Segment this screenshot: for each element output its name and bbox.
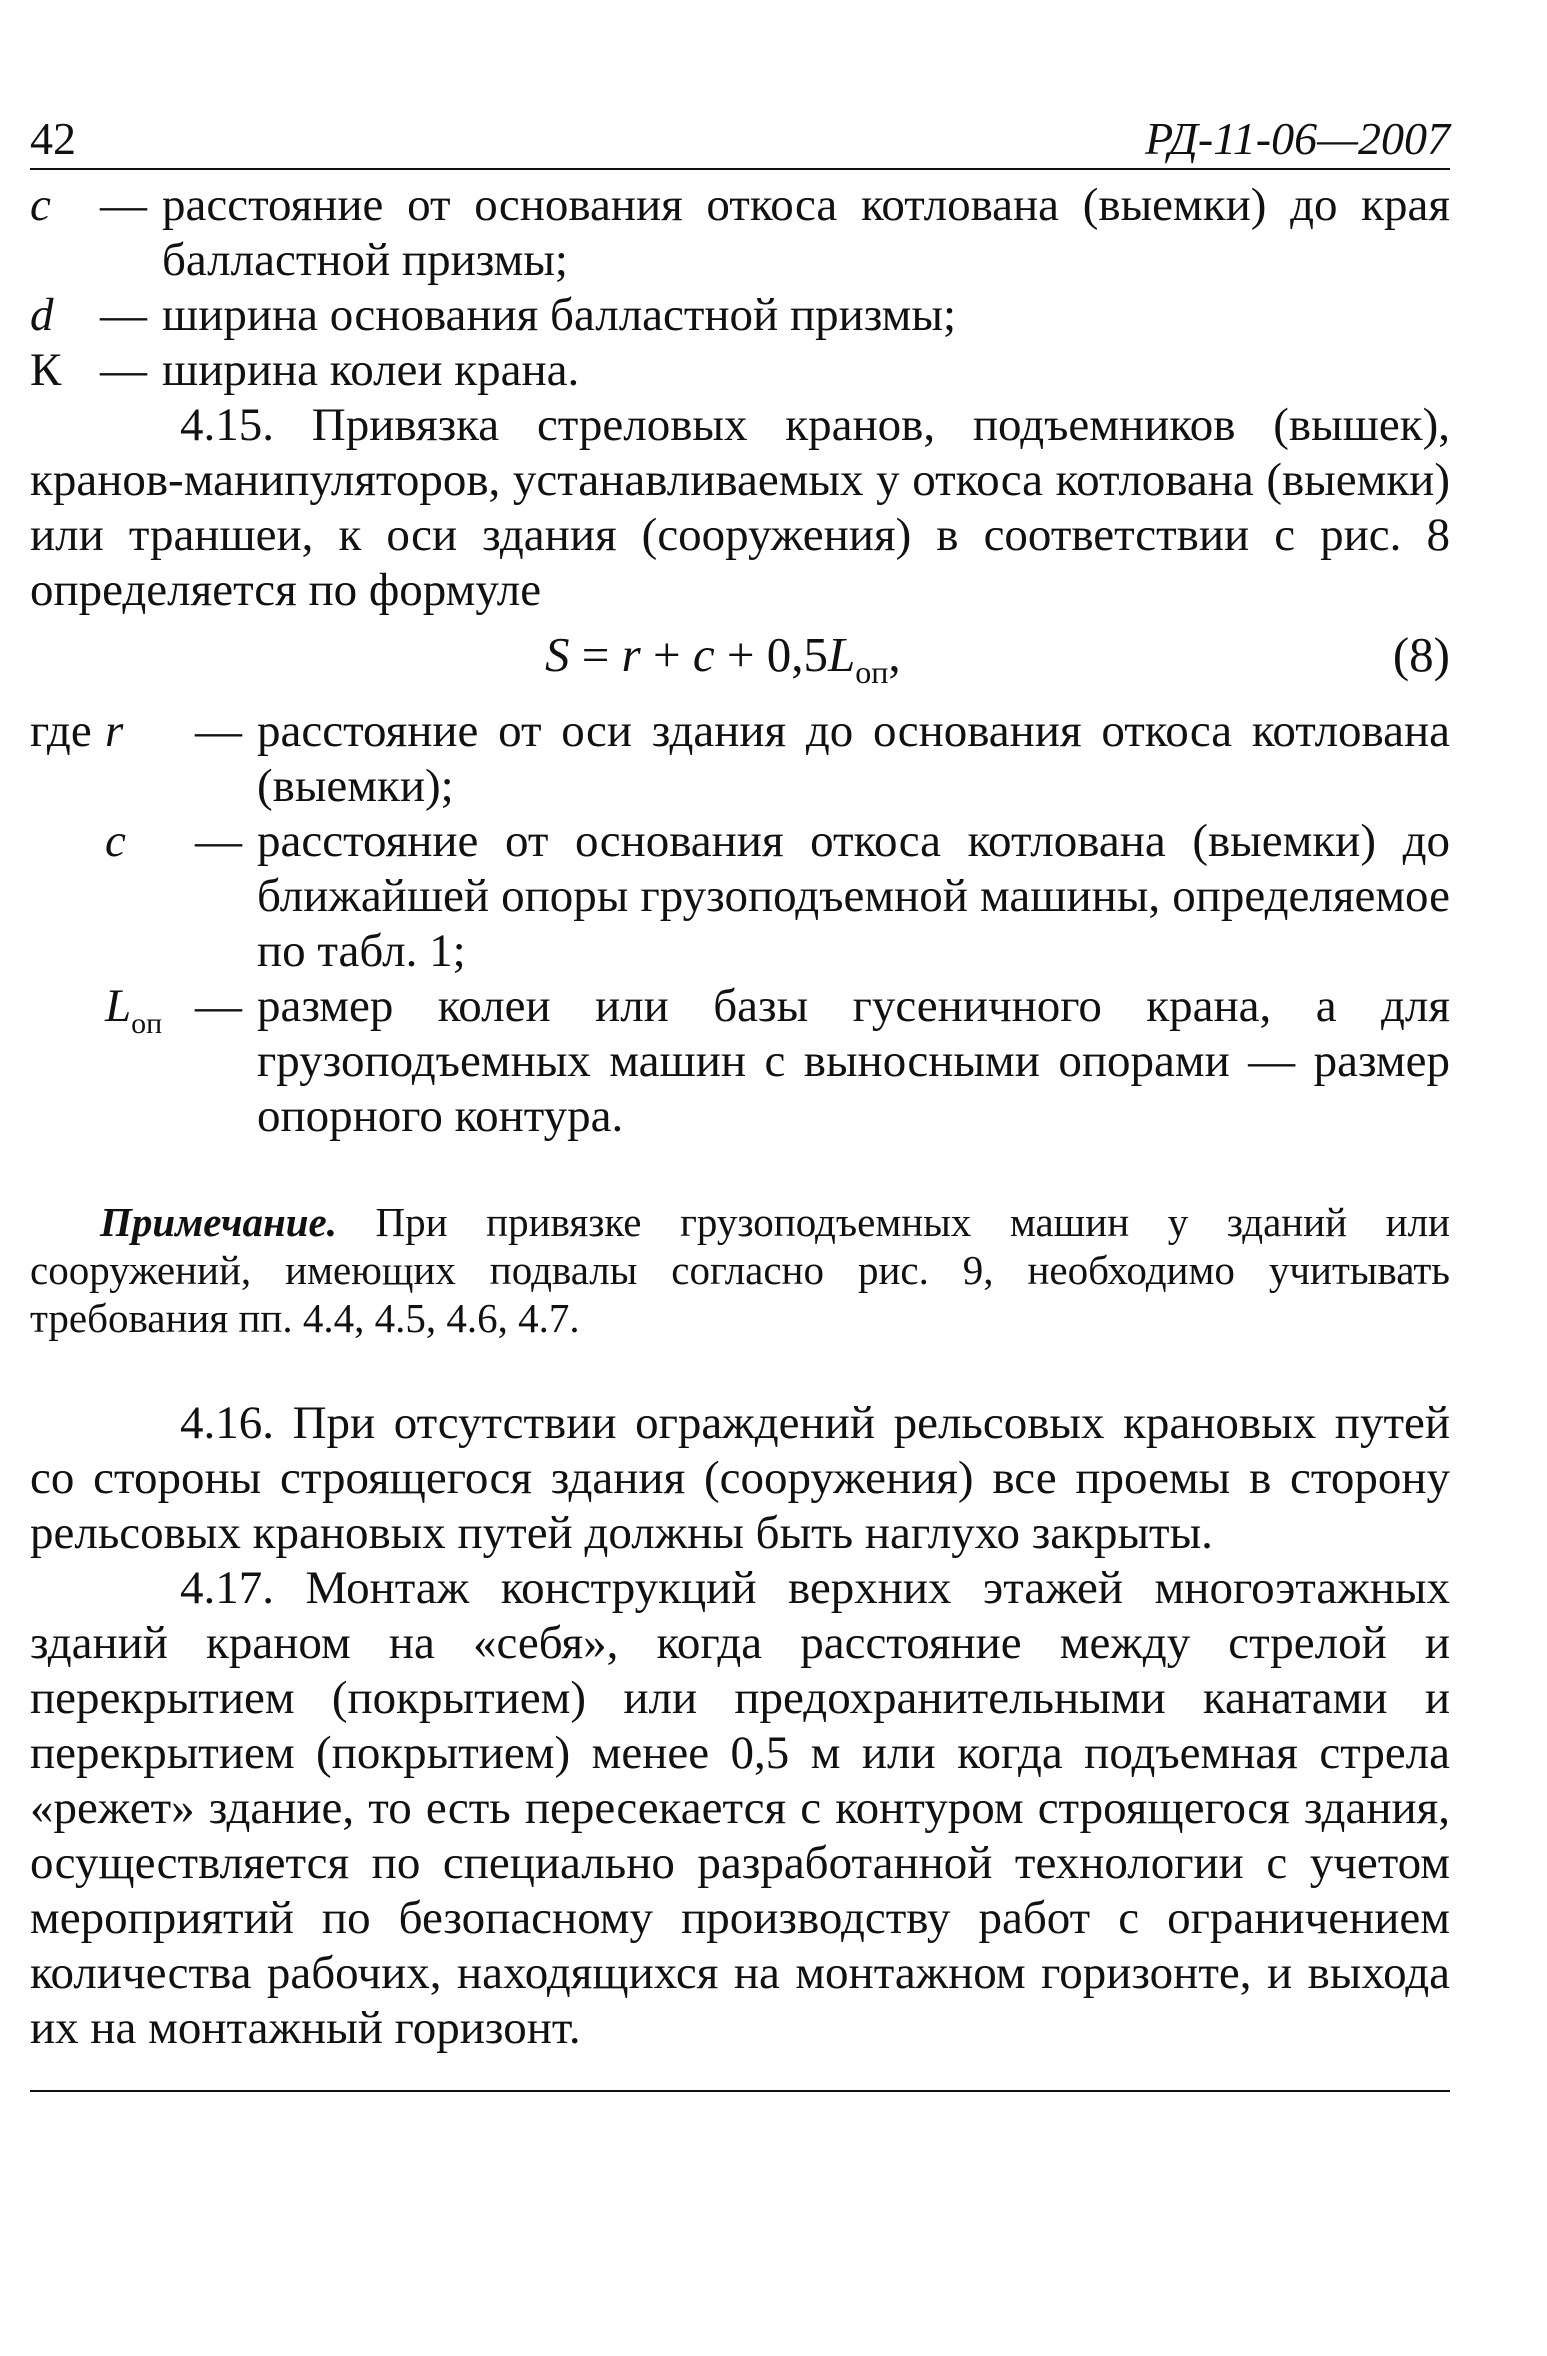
definition-dash: — [195,705,242,757]
formula-r: r [621,627,641,682]
note-block [30,1198,1450,1342]
formula-l: L [828,627,856,682]
paragraph-4-16: 4.16. При отсутствии ограждений рельсовых крановых путей со стороны строящегося здания (сооружения) все проемы в сторону рельсовых крановых путей должны быть наглухо закрыты. [30,1397,1450,1559]
definition-row [30,979,1450,1144]
formula-number: (8) [1392,627,1450,682]
paragraph-4-17: 4.17. Монтаж конструкций верхних этажей многоэтажных зданий краном на «себя», когда расстояние между стрелой и перекрытием (покрытием) или предохранительными канатами и перекрытием (покрытием) менее 0,5 м или когда подъемная стрела «режет» здание, то есть пересекается с контуром строящегося здания, осуществляется по специально разработанной технологии с учетом мероприятий по безопасному производству работ с ограничением количества рабочих, находящихся на монтажном горизонте, и выхода их на монтажный горизонт. [30,1562,1450,2054]
page-number: 42 [30,113,76,164]
definition-text: ширина колеи крана. [162,344,580,396]
formula [545,626,901,691]
formula-l-subscript: оп [855,654,889,690]
definition-row [30,814,1450,979]
definition-row [30,178,1450,288]
paragraph-4-15: 4.15. Привязка стреловых кранов, подъемников (вышек), кранов-манипуляторов, устанавливаемых у откоса котлована (выемки) или траншеи, к оси здания (сооружения) в соответствии с рис. 8 определяется по формуле [30,399,1450,616]
formula-comma: , [888,627,901,682]
symbol-subscript: оп [131,1007,163,1040]
definition-row [30,343,1450,398]
bottom-divider [30,2090,1450,2092]
definition-symbol: d [30,289,54,341]
definition-symbol: К [30,344,62,396]
document-page [30,110,1450,2092]
formula-lhs: S [545,627,570,682]
formula-equals: = [569,627,622,682]
formula-row [30,626,1450,688]
definition-dash: — [100,179,147,231]
definition-text: расстояние от основания откоса котлована (выемки) до ближайшей опоры грузоподъемной машины, определяемое по табл. 1; [257,815,1450,977]
formula-plus: + [714,627,767,682]
symbol-letter: c [105,815,126,867]
symbol-letter: r [105,705,124,757]
definition-text: размер колеи или базы гусеничного крана, а для грузоподъемных машин с выносными опорами — размер опорного контура. [257,980,1450,1142]
definition-symbol: c [30,179,51,231]
definition-text: расстояние от оси здания до основания откоса котлована (выемки); [257,705,1450,812]
definitions-top [30,178,1450,398]
definition-dash: — [195,980,242,1032]
definition-lead: где [30,705,92,757]
formula-definitions [30,704,1450,1144]
definition-dash: — [195,815,242,867]
definition-dash: — [100,289,147,341]
note-text: При привязке грузоподъемных машин у зданий или сооружений, имеющих подвалы согласно рис. 9, необходимо учитывать требования пп. 4.4, 4.5, 4.6, 4.7. [30,1199,1450,1341]
definition-symbol [105,814,195,869]
definition-text: расстояние от основания откоса котлована (выемки) до края балластной призмы; [162,179,1450,286]
formula-c: c [692,627,715,682]
definition-symbol [105,979,195,1051]
note-label: Примечание. [100,1199,337,1245]
definition-dash: — [100,344,147,396]
formula-plus: + [640,627,693,682]
paragraphs-section [30,1396,1450,2056]
document-id: РД-11-06—2007 [1145,113,1450,164]
definition-text: ширина основания балластной призмы; [162,289,957,341]
symbol-letter: L [105,980,132,1032]
definition-symbol [105,704,195,759]
page-header [30,110,1450,170]
definition-row [30,288,1450,343]
definition-row [30,704,1450,814]
formula-coefficient: 0,5 [766,627,828,682]
